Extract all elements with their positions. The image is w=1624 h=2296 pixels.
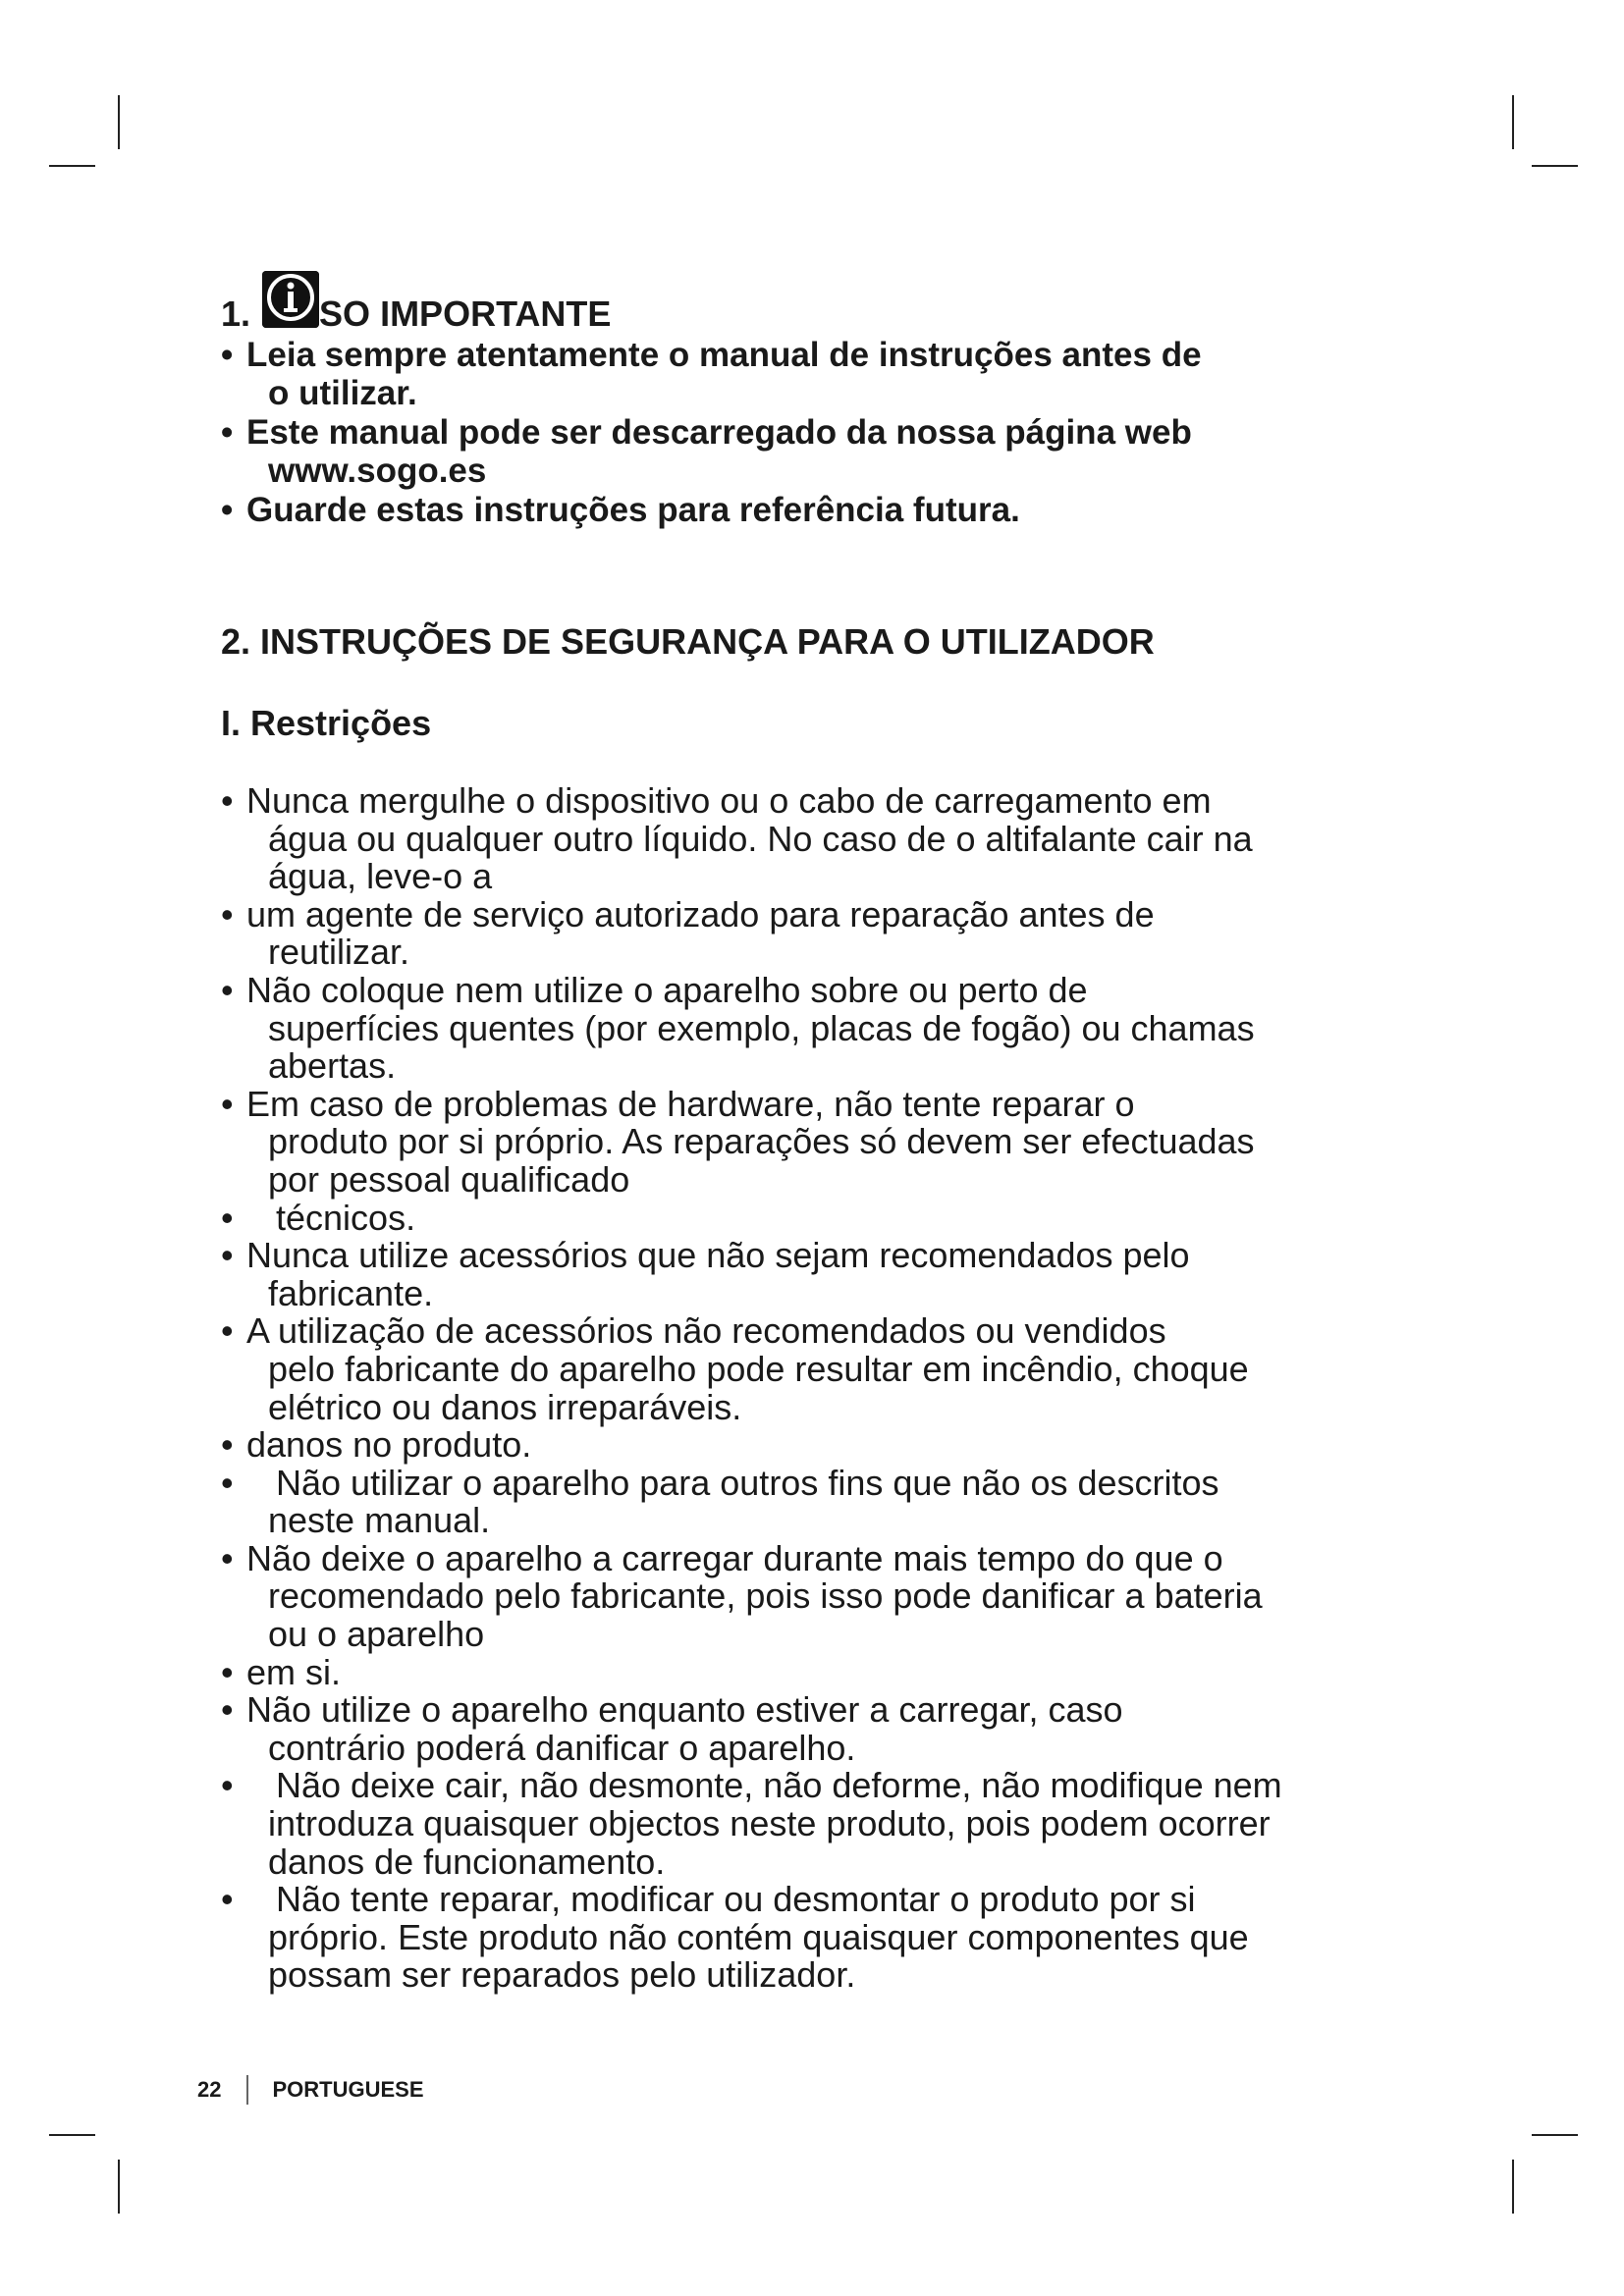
restriction-item: [221, 969, 1419, 1087]
restrictions-subheading: I. Restrições: [221, 703, 432, 743]
restriction-text: recomendado pelo fabricante, pois isso pode danificar a bateria: [268, 1575, 1263, 1617]
restriction-item: [221, 1537, 1419, 1655]
restriction-item: [221, 1881, 1419, 1995]
section-2-heading: 2. INSTRUÇÕES DE SEGURANÇA PARA O UTILIZADOR: [221, 621, 1155, 662]
restriction-text: introduza quaisquer objectos neste produto, pois podem ocorrer: [268, 1803, 1271, 1844]
bullet: •: [221, 413, 234, 452]
restriction-text: danos no produto.: [246, 1424, 532, 1466]
bullet: •: [221, 1537, 234, 1578]
restriction-item: [221, 1083, 1419, 1200]
restriction-item: [221, 1462, 1419, 1541]
restriction-text: possam ser reparados pelo utilizador.: [268, 1954, 856, 1996]
important-notice-list: [221, 336, 1419, 529]
restriction-text: Não tente reparar, modificar ou desmontar o produto por si: [276, 1879, 1196, 1920]
footer-divider: [246, 2075, 248, 2105]
footer-language: PORTUGUESE: [272, 2077, 424, 2102]
bullet: •: [221, 1424, 234, 1466]
crop-mark: [1512, 95, 1514, 149]
restriction-text: pelo fabricante do aparelho pode resultar em incêndio, choque: [268, 1348, 1249, 1389]
page-content: [221, 265, 1419, 1995]
bullet: •: [221, 1651, 234, 1692]
restriction-text: A utilização de acessórios não recomendados ou vendidos: [246, 1310, 1166, 1352]
restriction-item: [221, 1426, 1419, 1465]
bullet: •: [221, 1083, 234, 1124]
bullet: •: [221, 1462, 234, 1503]
restriction-text: Não deixe cair, não desmonte, não deforme, não modifique nem: [276, 1765, 1282, 1806]
bullet: •: [221, 1765, 234, 1806]
restriction-text: técnicos.: [276, 1197, 416, 1238]
restriction-text: água, leve-o a: [268, 856, 493, 897]
restriction-text: ou o aparelho: [268, 1614, 485, 1655]
notice-text: www.sogo.es: [268, 452, 487, 490]
bullet: •: [221, 1235, 234, 1276]
page-number: 22: [197, 2077, 222, 2102]
restrictions-list: [221, 782, 1419, 1995]
restriction-item: [221, 893, 1419, 973]
restriction-text: elétrico ou danos irreparáveis.: [268, 1386, 742, 1427]
section-1-number: 1.: [221, 294, 251, 334]
restriction-item: [221, 1237, 1419, 1312]
restriction-text: Nunca utilize acessórios que não sejam recomendados pelo: [246, 1235, 1190, 1276]
section-1-title: SO IMPORTANTE: [319, 294, 612, 334]
crop-mark: [1532, 165, 1578, 167]
restriction-text: Não utilizar o aparelho para outros fins que não os descritos: [276, 1462, 1219, 1503]
crop-mark: [118, 95, 120, 149]
restriction-text: abertas.: [268, 1045, 397, 1087]
notice-item: [221, 336, 1419, 412]
bullet: •: [221, 336, 234, 374]
notice-item: [221, 491, 1419, 529]
restriction-text: danos de funcionamento.: [268, 1841, 666, 1882]
notice-item: [221, 413, 1419, 490]
bullet: •: [221, 893, 234, 934]
restriction-text: próprio. Este produto não contém quaisquer componentes que: [268, 1916, 1249, 1957]
crop-mark: [118, 2160, 120, 2214]
info-icon: [262, 271, 319, 328]
restriction-text: fabricante.: [268, 1272, 434, 1313]
restriction-item: [221, 1767, 1419, 1881]
crop-mark: [49, 165, 95, 167]
restriction-item: [221, 1197, 1419, 1238]
bullet: •: [221, 1197, 234, 1238]
crop-mark: [1512, 2160, 1514, 2214]
restriction-text: um agente de serviço autorizado para reparação antes de: [246, 893, 1155, 934]
restriction-text: em si.: [246, 1651, 342, 1692]
crop-mark: [49, 2134, 95, 2136]
notice-text: Guarde estas instruções para referência futura.: [246, 491, 1020, 529]
bullet: •: [221, 1310, 234, 1352]
restriction-text: Em caso de problemas de hardware, não tente reparar o: [246, 1083, 1135, 1124]
restriction-text: Nunca mergulhe o dispositivo ou o cabo de carregamento em: [246, 780, 1212, 821]
restriction-text: produto por si próprio. As reparações só devem ser efectuadas: [268, 1121, 1255, 1162]
restriction-text: por pessoal qualificado: [268, 1158, 630, 1200]
restriction-item: [221, 782, 1419, 896]
section-1-heading: [221, 294, 1419, 334]
restriction-text: água ou qualquer outro líquido. No caso de o altifalante cair na: [268, 818, 1253, 859]
restriction-item: [221, 1651, 1419, 1692]
restriction-text: superfícies quentes (por exemplo, placas de fogão) ou chamas: [268, 1007, 1255, 1048]
restriction-item: [221, 1691, 1419, 1767]
restriction-text: reutilizar.: [268, 932, 410, 973]
notice-text: Leia sempre atentamente o manual de instruções antes de: [246, 336, 1202, 374]
restriction-text: neste manual.: [268, 1500, 491, 1541]
restriction-text: Não utilize o aparelho enquanto estiver a carregar, caso: [246, 1689, 1123, 1731]
notice-text: Este manual pode ser descarregado da nossa página web: [246, 413, 1192, 452]
page-footer: [197, 2075, 424, 2105]
bullet: •: [221, 1879, 234, 1920]
bullet: •: [221, 491, 234, 529]
crop-mark: [1532, 2134, 1578, 2136]
restriction-item: [221, 1312, 1419, 1426]
bullet: •: [221, 780, 234, 821]
bullet: •: [221, 969, 234, 1010]
restriction-text: contrário poderá danificar o aparelho.: [268, 1727, 856, 1768]
notice-text: o utilizar.: [268, 374, 417, 412]
bullet: •: [221, 1689, 234, 1731]
restriction-text: Não deixe o aparelho a carregar durante mais tempo do que o: [246, 1537, 1223, 1578]
restriction-text: Não coloque nem utilize o aparelho sobre ou perto de: [246, 969, 1088, 1010]
